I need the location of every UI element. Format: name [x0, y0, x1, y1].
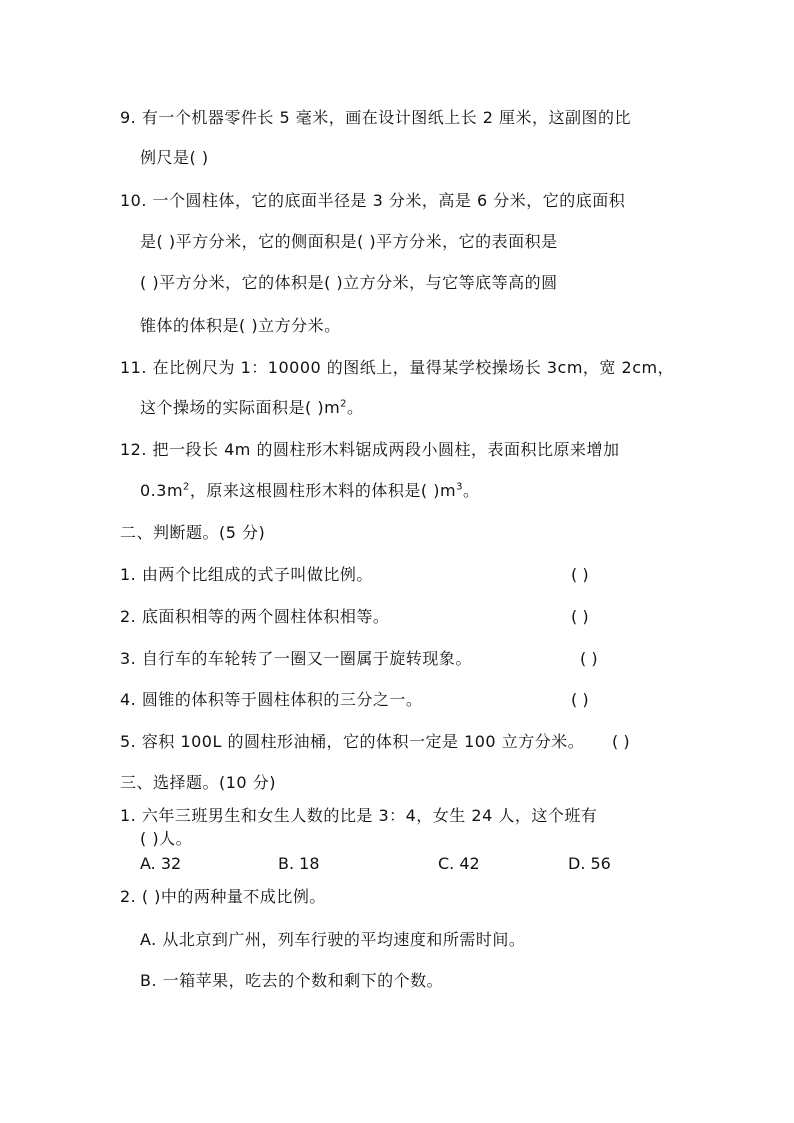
q12-line2-b: ，原来这根圆柱形木料的体积是( )m — [189, 481, 457, 500]
q12-line2 — [140, 481, 479, 501]
q10-line1: 10. 一个圆柱体，它的底面半径是 3 分米，高是 6 分米，它的底面积 — [120, 191, 626, 210]
choice-q1-option-d[interactable]: D. 56 — [568, 854, 611, 873]
q10-line4: 锥体的体积是( )立方分米。 — [140, 316, 341, 335]
judge-answer-4[interactable]: ( ) — [571, 690, 589, 709]
judge-item-1: 1. 由两个比组成的式子叫做比例。 — [120, 565, 373, 584]
judge-item-5: 5. 容积 100L 的圆柱形油桶，它的体积一定是 100 立方分米。 — [120, 732, 585, 751]
judge-answer-1[interactable]: ( ) — [571, 565, 589, 584]
choice-q1-option-a[interactable]: A. 32 — [140, 854, 182, 873]
choice-q2-option-a[interactable]: A. 从北京到广州，列车行驶的平均速度和所需时间。 — [140, 930, 526, 949]
q12-line2-a: 0.3m — [140, 481, 184, 500]
choice-q2-line1: 2. ( )中的两种量不成比例。 — [120, 887, 326, 906]
q12-line2-end: 。 — [462, 481, 480, 500]
judge-item-2: 2. 底面积相等的两个圆柱体积相等。 — [120, 607, 390, 626]
q11-line2 — [140, 398, 364, 418]
judge-item-3: 3. 自行车的车轮转了一圈又一圈属于旋转现象。 — [120, 649, 472, 668]
q10-line2: 是( )平方分米，它的侧面积是( )平方分米，它的表面积是 — [140, 232, 558, 251]
q11-superscript: 2 — [340, 398, 348, 410]
choice-q1-line1: 1. 六年三班男生和女生人数的比是 3：4，女生 24 人，这个班有 — [120, 806, 598, 825]
q11-line2-text: 这个操场的实际面积是( )m — [140, 398, 341, 417]
q12-superscript-2: 3 — [456, 481, 463, 493]
judge-item-4: 4. 圆锥的体积等于圆柱体积的三分之一。 — [120, 690, 423, 709]
q12-superscript-1: 2 — [183, 481, 190, 493]
section2-title: 二、判断题。(5 分) — [120, 523, 266, 542]
judge-answer-3[interactable]: ( ) — [580, 649, 598, 668]
q11-line2-end: 。 — [347, 398, 364, 417]
q11-line1: 11. 在比例尺为 1：10000 的图纸上，量得某学校操场长 3cm，宽 2cm， — [120, 358, 675, 377]
judge-answer-5[interactable]: ( ) — [612, 732, 630, 751]
q9-line1: 9. 有一个机器零件长 5 毫米，画在设计图纸上长 2 厘米，这副图的比 — [120, 108, 632, 127]
choice-q1-option-b[interactable]: B. 18 — [278, 854, 320, 873]
choice-q1-line2: ( )人。 — [140, 829, 193, 848]
choice-q1-option-c[interactable]: C. 42 — [438, 854, 480, 873]
q10-line3: ( )平方分米，它的体积是( )立方分米，与它等底等高的圆 — [140, 273, 558, 292]
q9-line2: 例尺是( ) — [140, 148, 209, 167]
choice-q2-option-b[interactable]: B. 一箱苹果，吃去的个数和剩下的个数。 — [140, 971, 444, 990]
judge-answer-2[interactable]: ( ) — [571, 607, 589, 626]
section3-title: 三、选择题。(10 分) — [120, 773, 276, 792]
q12-line1: 12. 把一段长 4m 的圆柱形木料锯成两段小圆柱，表面积比原来增加 — [120, 440, 620, 459]
